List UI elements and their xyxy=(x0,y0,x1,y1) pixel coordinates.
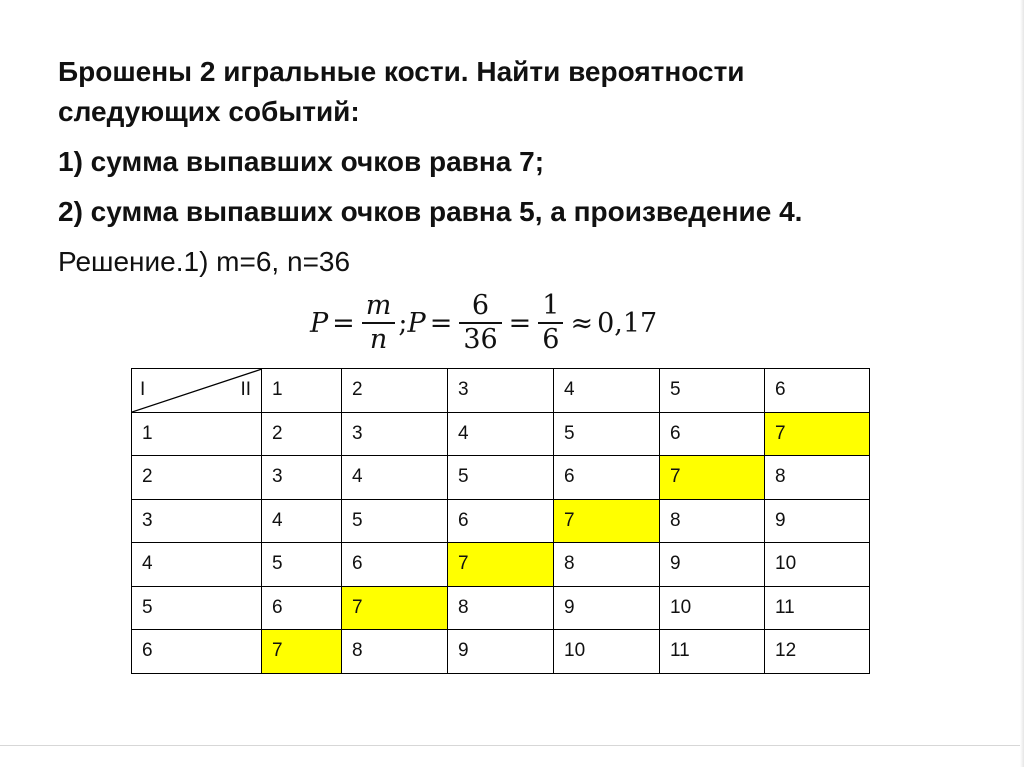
table-cell: 6 xyxy=(554,456,660,500)
fraction-numerator: 6 xyxy=(471,290,490,322)
table-row-header: 1 xyxy=(132,412,262,456)
table-cell: 6 xyxy=(342,543,448,587)
table-cell: 7 xyxy=(554,499,660,543)
table-cell: 3 xyxy=(262,456,342,500)
fraction-denominator: 36 xyxy=(463,323,498,355)
table-row xyxy=(132,630,870,674)
table-cell: 8 xyxy=(765,456,870,500)
solution-line: Решение.1) m=6, n=36 xyxy=(58,246,351,277)
table-cell: 9 xyxy=(660,543,765,587)
table-cell: 8 xyxy=(448,586,554,630)
table-cell: 8 xyxy=(660,499,765,543)
fraction-denominator: n xyxy=(369,323,388,355)
table-cell: 11 xyxy=(660,630,765,674)
table-cell: 12 xyxy=(765,630,870,674)
fraction-denominator: 6 xyxy=(542,323,560,355)
corner-label-die-1: I xyxy=(140,379,146,400)
table-row-header: 6 xyxy=(132,630,262,674)
formula-p-symbol: P xyxy=(407,307,426,339)
table-cell: 8 xyxy=(342,630,448,674)
table-cell: 6 xyxy=(448,499,554,543)
slide-right-shadow xyxy=(1020,0,1024,767)
table-column-header: 3 xyxy=(448,369,554,413)
table-row xyxy=(132,412,870,456)
table-row-header: 4 xyxy=(132,543,262,587)
fraction-6-over-36 xyxy=(459,290,501,356)
table-row xyxy=(132,456,870,500)
table-cell: 2 xyxy=(262,412,342,456)
table-cell: 6 xyxy=(660,412,765,456)
table-cell: 4 xyxy=(262,499,342,543)
table-cell: 5 xyxy=(554,412,660,456)
table-row xyxy=(132,499,870,543)
formula-p-symbol: P xyxy=(310,307,329,339)
dice-sum-table xyxy=(131,368,870,674)
table-column-header: 1 xyxy=(262,369,342,413)
table-cell: 5 xyxy=(262,543,342,587)
table-cell: 7 xyxy=(342,586,448,630)
table-column-header: 4 xyxy=(554,369,660,413)
probability-formula xyxy=(310,283,657,363)
formula-approx: ≈ xyxy=(570,307,594,339)
formula-equals: = xyxy=(332,307,355,339)
table-cell: 9 xyxy=(554,586,660,630)
table-column-header: 5 xyxy=(660,369,765,413)
fraction-numerator: 1 xyxy=(542,290,560,322)
table-row-header: 5 xyxy=(132,586,262,630)
table-cell: 7 xyxy=(660,456,765,500)
table-cell: 3 xyxy=(342,412,448,456)
formula-result: 0,17 xyxy=(597,307,658,339)
problem-statement xyxy=(58,52,998,282)
table-cell: 8 xyxy=(554,543,660,587)
table-cell: 10 xyxy=(554,630,660,674)
table-cell: 10 xyxy=(765,543,870,587)
table-header-row xyxy=(132,369,870,413)
problem-line-1: Брошены 2 игральные кости. Найти вероятности xyxy=(58,56,745,87)
table-cell: 4 xyxy=(342,456,448,500)
fraction-1-over-6 xyxy=(538,290,563,356)
table-row xyxy=(132,543,870,587)
table-cell: 7 xyxy=(765,412,870,456)
table-row-header: 2 xyxy=(132,456,262,500)
problem-event-1: 1) сумма выпавших очков равна 7; xyxy=(58,146,545,177)
corner-label-die-2: II xyxy=(240,379,251,400)
table-cell: 9 xyxy=(765,499,870,543)
table-cell: 9 xyxy=(448,630,554,674)
table-row-header: 3 xyxy=(132,499,262,543)
table-column-header: 6 xyxy=(765,369,870,413)
problem-event-2: 2) сумма выпавших очков равна 5, а произведение 4. xyxy=(58,196,803,227)
table-cell: 7 xyxy=(448,543,554,587)
problem-line-2: следующих событий: xyxy=(58,96,360,127)
table-cell: 6 xyxy=(262,586,342,630)
formula-equals: = xyxy=(429,307,453,339)
table-cell: 11 xyxy=(765,586,870,630)
table-corner-cell xyxy=(132,369,262,413)
table-row xyxy=(132,586,870,630)
table-cell: 10 xyxy=(660,586,765,630)
formula-semicolon: ; xyxy=(398,307,408,339)
formula-equals: = xyxy=(508,307,532,339)
fraction-numerator: m xyxy=(365,290,392,322)
table-cell: 5 xyxy=(448,456,554,500)
fraction-m-over-n xyxy=(362,290,396,356)
table-cell: 7 xyxy=(262,630,342,674)
table-cell: 4 xyxy=(448,412,554,456)
table-column-header: 2 xyxy=(342,369,448,413)
slide-bottom-border xyxy=(0,745,1024,746)
table-cell: 5 xyxy=(342,499,448,543)
